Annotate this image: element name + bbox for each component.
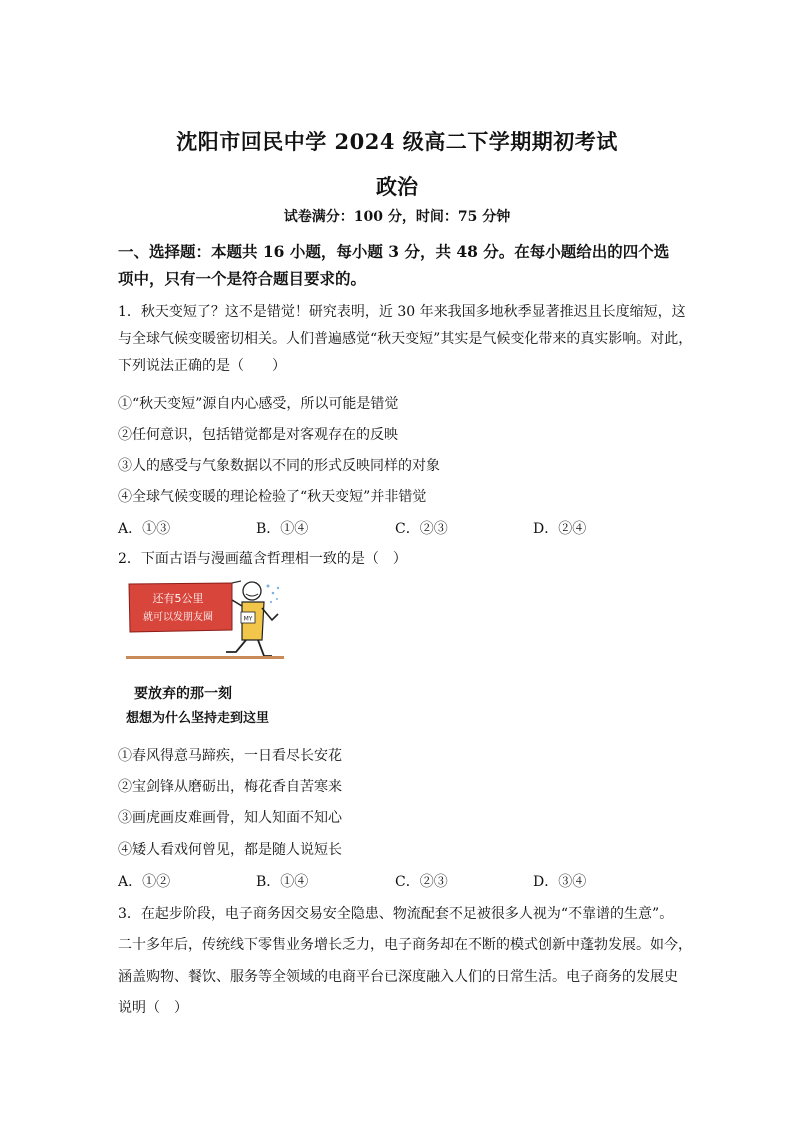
banner-text-2: 就可以发朋友圈 xyxy=(143,612,213,623)
q2-options xyxy=(118,871,678,891)
banner-text-1: 还有5公里 xyxy=(152,592,204,605)
runner-figure xyxy=(226,582,278,656)
exam-subject: 政治 xyxy=(376,174,418,199)
exam-meta: 试卷满分：100 分，时间：75 分钟 xyxy=(283,209,511,225)
track-line xyxy=(126,656,284,659)
q2-option-d[interactable]: D．③④ xyxy=(533,874,587,890)
q1-statement: ②任何意识，包括错觉都是对客观存在的反映 xyxy=(118,427,398,443)
q1-stem-line: 下列说法正确的是（ ） xyxy=(118,358,286,374)
q2-statement: ①春风得意马蹄疾，一日看尽长安花 xyxy=(118,748,342,764)
q2-stem: 2．下面古语与漫画蕴含哲理相一致的是（ ） xyxy=(118,551,407,567)
q3-stem-line: 二十多年后，传统线下零售业务增长乏力，电子商务却在不断的模式创新中蓬勃发展。如今， xyxy=(118,937,692,953)
q2-option-c[interactable]: C．②③ xyxy=(395,874,448,890)
q1-statement: ①“秋天变短”源自内心感受，所以可能是错觉 xyxy=(118,396,399,412)
q2-statement: ④矮人看戏何曾见，都是随人说短长 xyxy=(118,842,342,858)
q2-option-a[interactable]: A．①② xyxy=(118,874,171,890)
q1-option-c[interactable]: C．②③ xyxy=(395,521,448,537)
q1-statement: ④全球气候变暖的理论检验了“秋天变短”并非错觉 xyxy=(118,489,427,505)
q2-statement: ②宝剑锋从磨砺出，梅花香自苦寒来 xyxy=(118,779,342,795)
q1-option-a[interactable]: A．①③ xyxy=(118,521,171,537)
q1-stem-line: 与全球气候变暖密切相关。人们普遍感觉“秋天变短”其实是气候变化带来的真实影响。对此， xyxy=(118,331,693,347)
q1-option-b[interactable]: B．①④ xyxy=(256,521,309,537)
q1-statement: ③人的感受与气象数据以不同的形式反映同样的对象 xyxy=(118,458,440,474)
q3-stem-line: 3．在起步阶段，电子商务因交易安全隐患、物流配套不足被很多人视为“不靠谱的生意”。 xyxy=(118,906,674,922)
section-heading-line2: 项中，只有一个是符合题目要求的。 xyxy=(118,269,367,288)
banner-string xyxy=(232,581,241,583)
comic-illustration xyxy=(126,578,286,734)
section-heading xyxy=(118,238,678,292)
banner-shape xyxy=(129,583,232,632)
q3-stem-line: 涵盖购物、餐饮、服务等全领域的电商平台已深度融入人们的日常生活。电子商务的发展史 xyxy=(118,969,678,985)
q2-statement: ③画虎画皮难画骨，知人知面不知心 xyxy=(118,810,342,826)
q2-option-b[interactable]: B．①④ xyxy=(256,874,309,890)
exam-title: 沈阳市回民中学 2024 级高二下学期期初考试 xyxy=(176,129,618,154)
q1-options xyxy=(118,518,678,538)
comic-caption-2: 想想为什么坚持走到这里 xyxy=(126,711,270,726)
q1-option-d[interactable]: D．②④ xyxy=(533,521,587,537)
q3-stem-line: 说明（ ） xyxy=(118,1000,188,1016)
runner-bib: MY xyxy=(243,615,253,623)
comic-caption-1: 要放弃的那一刻 xyxy=(134,686,232,702)
q1-stem-line: 1．秋天变短了？这不是错觉！研究表明，近 30 年来我国多地秋季显著推迟且长度缩短，这 xyxy=(118,304,686,320)
section-heading-line1: 一、选择题：本题共 16 小题，每小题 3 分，共 48 分。在每小题给出的四个选 xyxy=(118,242,670,261)
sweat-drops xyxy=(267,585,280,604)
